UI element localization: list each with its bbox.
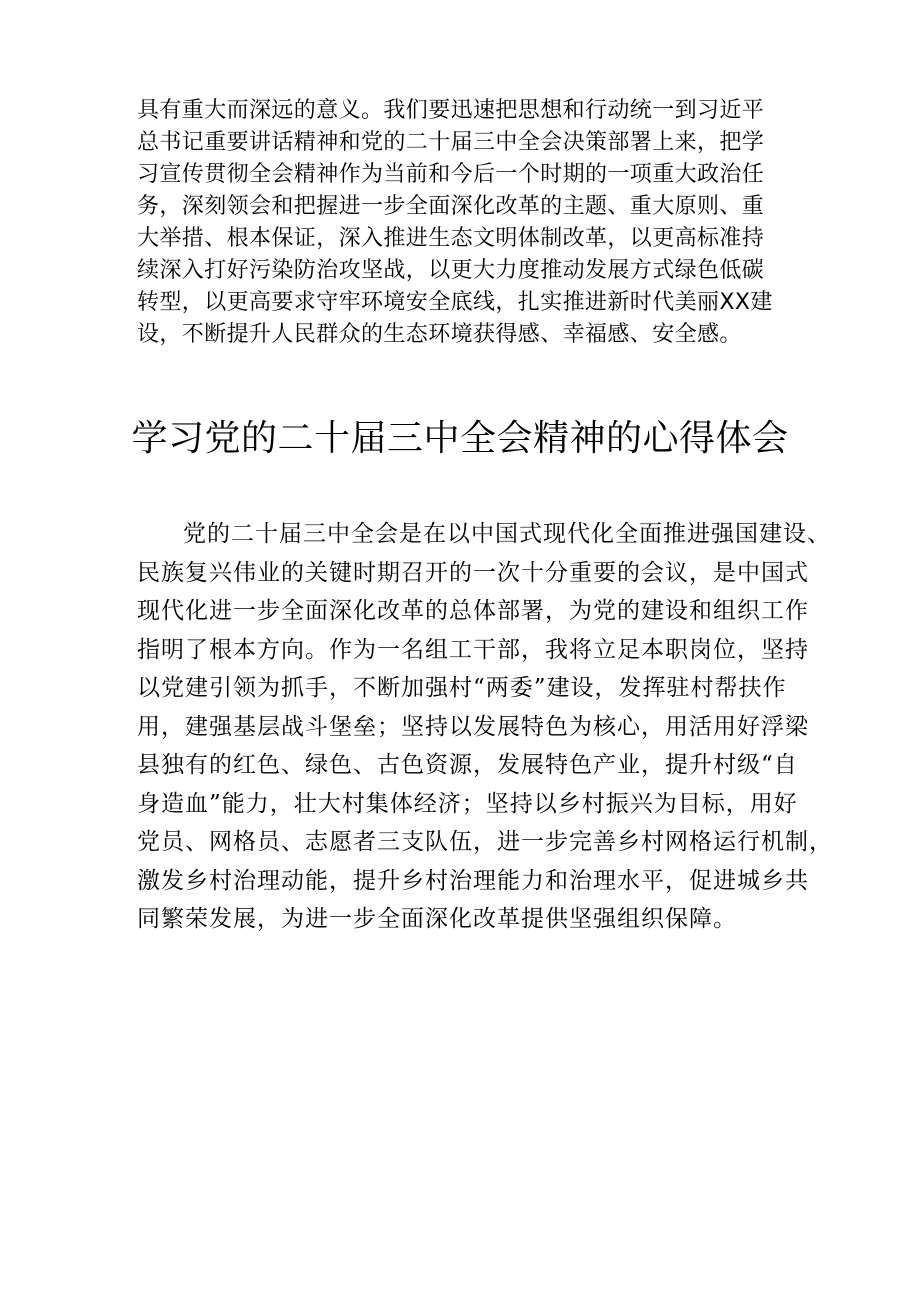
paragraph-line: 民族复兴伟业的关键时期召开的一次十分重要的会议，是中国式 — [137, 559, 809, 586]
paragraph-line: 具有重大而深远的意义。我们要迅速把思想和行动统一到习近平 — [137, 98, 765, 123]
paragraph-line: 现代化进一步全面深化改革的总体部署，为党的建设和组织工作 — [137, 598, 809, 624]
paragraph-line: 用，建强基层战斗堡垒；坚持以发展特色为核心，用活用好浮梁 — [137, 713, 809, 740]
paragraph-line: 身造血”能力，壮大村集体经济；坚持以乡村振兴为目标，用好 — [137, 790, 798, 817]
main-paragraph — [137, 515, 837, 939]
paragraph-line: 县独有的红色、绿色、古色资源，发展特色产业，提升村级“自 — [137, 752, 798, 778]
paragraph-line: 同繁荣发展，为进一步全面深化改革提供坚强组织保障。 — [137, 906, 737, 932]
paragraph-line: 党的二十届三中全会是在以中国式现代化全面推进强国建设、 — [183, 521, 831, 547]
paragraph-line: 习宣传贯彻全会精神作为当前和今后一个时期的一项重大政治任 — [137, 162, 765, 187]
paragraph-line: 续深入打好污染防治攻坚战，以更大力度推动发展方式绿色低碳 — [137, 258, 765, 283]
article-title: 学习党的二十届三中全会精神的心得体会 — [131, 418, 789, 459]
paragraph-line: 激发乡村治理动能，提升乡村治理能力和治理水平，促进城乡共 — [137, 867, 809, 894]
paragraph-line: 总书记重要讲话精神和党的二十届三中全会决策部署上来，把学 — [137, 130, 765, 155]
paragraph-line: 转型，以更高要求守牢环境安全底线，扎实推进新时代美丽XX建 — [137, 290, 773, 315]
intro-paragraph — [137, 95, 787, 351]
paragraph-line: 大举措、根本保证，深入推进生态文明体制改革，以更高标准持 — [137, 226, 765, 251]
paragraph-line: 指明了根本方向。作为一名组工干部，我将立足本职岗位，坚持 — [137, 636, 809, 663]
paragraph-line: 务，深刻领会和把握进一步全面深化改革的主题、重大原则、重 — [137, 194, 765, 219]
paragraph-line: 以党建引领为抓手，不断加强村“两委”建设，发挥驻村帮扶作 — [137, 675, 787, 701]
paragraph-line: 设，不断提升人民群众的生态环境获得感、幸福感、安全感。 — [137, 322, 742, 347]
paragraph-line: 党员、网格员、志愿者三支队伍，进一步完善乡村网格运行机制， — [137, 829, 833, 855]
